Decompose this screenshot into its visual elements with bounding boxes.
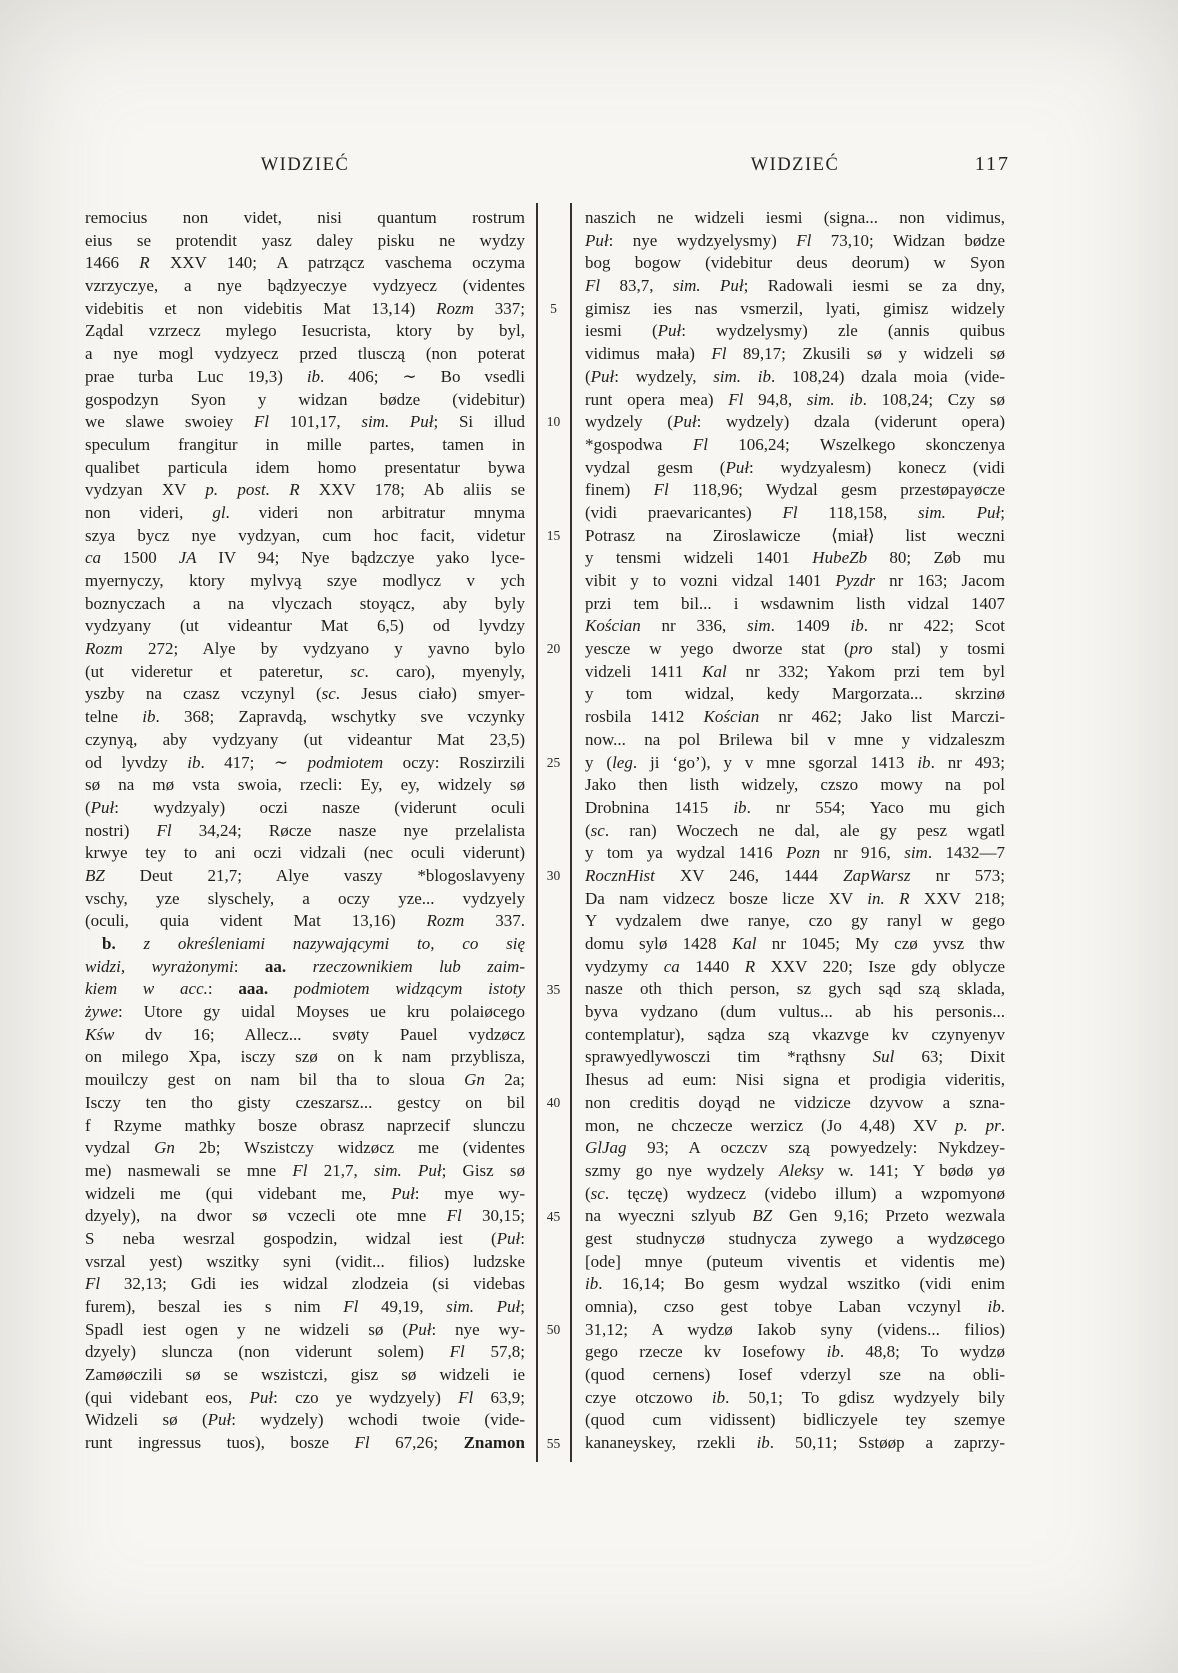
text-line: widzi, wyrażonymi: aa. rzeczownikiem lub zaim- [85, 956, 525, 976]
text-line: Widzeli sø (Puł: wydzely) wchodi twoie (vide- [85, 1410, 525, 1430]
text-line: Ihesus ad eum: Nisi signa et prodigia videritis, [585, 1070, 1005, 1090]
text-line: on milego Xpa, isczy szø on k nam przyblisza, [85, 1047, 525, 1067]
text-line: prae turba Luc 19,3) ib. 406; ∼ Bo vsedli [85, 366, 525, 386]
running-head-right: WIDZIEĆ [750, 155, 840, 175]
text-line: (quod cernens) Iosef vderzyl sze na obli- [585, 1365, 1005, 1385]
text-line: czye otczowo ib. 50,1; To gdisz wydzyely bily [585, 1387, 1005, 1407]
text-line: wydzely (Puł: wydzely) dzala (viderunt opera) [585, 412, 1005, 432]
text-line: Zamøøczili sø se wszistczi, gisz sø widzeli ie [85, 1365, 525, 1385]
line-number: 10 [546, 414, 561, 430]
text-line: (qui videbant eos, Puł: czo ye wydzyely) Fl 63,9; [85, 1387, 525, 1407]
text-line: furem), beszal ies s nim Fl 49,19, sim. Puł; [85, 1297, 525, 1316]
text-line: bog bogow (videbitur deus deorum) w Syon [585, 253, 1005, 273]
text-line: now... na pol Brilewa bil v mne y vidzaleszm [585, 729, 1005, 749]
text-line: gest studnyczø studnycza zywego a wydzøcego [585, 1228, 1005, 1248]
page-number: 117 [974, 153, 1010, 175]
text-line: Da nam vidzecz bosze licze XV in. R XXV 218; [585, 888, 1005, 908]
text-line: na wyeczni szlyub BZ Gen 9,16; Przeto wezwala [585, 1206, 1005, 1226]
line-number: 55 [546, 1435, 561, 1451]
text-line: nostri) Fl 34,24; Røcze nasze nye przelalista [85, 820, 525, 840]
text-line: Fl 32,13; Gdi ies widzal zlodzeia (si videbas [85, 1274, 525, 1294]
text-line: *gospodwa Fl 106,24; Wszelkego skonczenya [585, 434, 1005, 454]
line-number: 25 [546, 754, 561, 770]
line-number: 50 [546, 1322, 561, 1338]
text-line: ib. 16,14; Bo gesm wydzal wszitko (vidi enim [585, 1274, 1005, 1294]
text-line: non creditis doyąd ne vidzicze dzyvow a szna- [585, 1092, 1005, 1112]
text-line: RocznHist XV 246, 1444 ZapWarsz nr 573; [585, 865, 1005, 885]
text-line: widzeli me (qui videbant me, Puł: mye wy- [85, 1183, 525, 1203]
text-line: Rozm 272; Alye by vydzyano y yavno bylo [85, 639, 525, 659]
text-line: Kościan nr 336, sim. 1409 ib. nr 422; Scot [585, 616, 1005, 636]
text-line: non videri, gl. videri non arbitratur mnyma [85, 502, 525, 522]
text-line: vibit y to vozni vidzal 1401 Pyzdr nr 163; Jacom [585, 571, 1005, 590]
text-line: remocius non videt, nisi quantum rostrum [85, 208, 525, 227]
text-line: y tom ya wydzal 1416 Pozn nr 916, sim. 1432—7 [585, 843, 1005, 863]
text-line: boznyczach a na vlyczach stoyącz, aby byly [85, 593, 525, 613]
text-line: Jako then listh widzely, czszo mowy na pol [585, 775, 1005, 795]
line-number: 20 [546, 641, 561, 657]
text-line: Potrasz na Ziroslawicze ⟨miał⟩ list weczni [585, 525, 1005, 545]
text-line: Spadl iest ogen y ne widzeli sø (Puł: nye wy- [85, 1319, 525, 1339]
text-line: (Puł: wydzyaly) oczi nasze (viderunt oculi [85, 797, 525, 817]
line-number: 5 [550, 300, 557, 316]
text-line: (sc. ran) Woczech ne dal, ale gy pesz wgatl [585, 820, 1005, 840]
text-line: [ode] mnye (puteum viventis et videntis me) [585, 1251, 1005, 1271]
text-line: vzrzyczye, a nye bądzyeczye vydzyecz (videntes [85, 276, 525, 296]
text-line: contemplatur), sądza szą vkazvge kv czynyenyv [585, 1024, 1005, 1044]
text-line: szya bycz nye vydzyan, cum hoc facit, videtur [85, 525, 525, 545]
text-line: Ządal vzrzecz mylego Iesucrista, ktory by byl, [85, 321, 525, 341]
text-line: y tensmi widzeli 1401 HubeZb 80; Zøb mu [585, 548, 1005, 568]
line-number: 45 [546, 1208, 561, 1224]
text-line: Kśw dv 16; Allecz... svøty Pauel vydzøcz [85, 1024, 525, 1044]
text-line: (ut videretur et pateretur, sc. caro), myenyly, [85, 661, 525, 681]
text-line: Y vydzalem dwe ranye, czo gy ranyl w gego [585, 911, 1005, 931]
text-line: vydzyan XV p. post. R XXV 178; Ab aliis se [85, 480, 525, 500]
text-line: szmy go nye wydzely Aleksy w. 141; Y bødø yø [585, 1160, 1005, 1180]
text-line: GlJag 93; A oczczv szą powyedzely: Nykdzey- [585, 1138, 1005, 1158]
text-line: vydzal Gn 2b; Wszistczy widzøcz me (videntes [85, 1138, 525, 1158]
line-number: 40 [546, 1095, 561, 1111]
text-line: vydzyany (ut videantur Mat 6,5) od lyvdzy [85, 616, 525, 636]
line-number-gutter [537, 207, 570, 1466]
text-line: rosbila 1412 Kościan nr 462; Jako list Marczi- [585, 707, 1005, 727]
text-line: we slawe swoiey Fl 101,17, sim. Puł; Si illud [85, 412, 525, 432]
text-line: byva vydzano (dum vultus... ab his personis... [585, 1002, 1005, 1022]
text-line: iesmi (Puł: wydzelysmy) zle (annis quibus [585, 321, 1005, 341]
text-line: dzyely) sluncza (non viderunt solem) Fl 57,8; [85, 1342, 525, 1362]
line-number: 30 [546, 868, 561, 884]
text-line: ca 1500 JA IV 94; Nye bądzczye yako lyce- [85, 548, 525, 568]
text-line: Isczy ten tho gisty czeszarsz... gestcy on bil [85, 1092, 525, 1112]
text-line: y (leg. ji ‘go’), y v mne sgorzal 1413 ib. nr 493; [585, 752, 1005, 772]
line-number: 15 [546, 527, 561, 543]
text-line: f Rzyme mathky bosze obrasz naprzecif slunczu [85, 1115, 525, 1135]
text-line: naszich ne widzeli iesmi (signa... non vidimus, [585, 208, 1005, 227]
text-line: finem) Fl 118,96; Wydzal gesm przestøpayøcze [585, 480, 1005, 500]
text-line: (oculi, quia vident Mat 13,16) Rozm 337. [85, 911, 525, 931]
text-line: krwye tey to ani oczi vidzali (nec oculi viderunt) [85, 843, 525, 863]
text-line: przi tem bil... i wsdawnim listh vidzal 1407 [585, 593, 1005, 613]
text-line: myernyczy, ktory mylvyą szye modlycz v ych [85, 571, 525, 590]
text-line: yescze w yego dworze stat (pro stal) y tosmi [585, 639, 1005, 659]
text-line: vydzal gesm (Puł: wydzyalesm) konecz (vidi [585, 457, 1005, 477]
text-line: runt opera mea) Fl 94,8, sim. ib. 108,24; Czy sø [585, 389, 1005, 409]
text-line: kananeyskey, rzekli ib. 50,11; Sstøøp a zaprzy- [585, 1433, 1005, 1453]
text-line: a nye mogl vydzyecz przed tlusczą (non poterat [85, 344, 525, 364]
text-line: (vidi praevaricantes) Fl 118,158, sim. Puł; [585, 502, 1005, 522]
text-line: vydzymy ca 1440 R XXV 220; Isze gdy oblycze [585, 956, 1005, 976]
text-line: Fl 83,7, sim. Puł; Radowali iesmi se za dny, [585, 276, 1005, 296]
text-line: me) nasmewali se mne Fl 21,7, sim. Puł; Gisz sø [85, 1160, 525, 1180]
text-line: gego rzecze kv Iosefowy ib. 48,8; To wydzø [585, 1342, 1005, 1362]
line-number: 35 [546, 981, 561, 997]
right-text-column [585, 207, 1005, 1455]
text-line: runt ingressus tuos), bosze Fl 67,26; Znamon [85, 1433, 525, 1453]
left-text-column [85, 207, 525, 1455]
running-head-left: WIDZIEĆ [260, 155, 350, 175]
text-line: videbitis et non videbitis Mat 13,14) Rozm 337; [85, 298, 525, 318]
text-line: b. z określeniami nazywającymi to, co się [102, 934, 525, 953]
text-line: BZ Deut 21,7; Alye vaszy *blogoslavyeny [85, 865, 525, 885]
text-line: nasze oth thich person, sz gych sąd szą sklada, [585, 979, 1005, 999]
text-line: sø na mø vsta swoia, rzecli: Ey, ey, widzely sø [85, 775, 525, 795]
text-line: 1466 R XXV 140; A patrzącz vaschema oczyma [85, 253, 525, 273]
text-line: od lyvdzy ib. 417; ∼ podmiotem oczy: Roszirzili [85, 752, 525, 772]
text-line: y tom widzal, kedy Margorzata... skrzinø [585, 684, 1005, 704]
text-line: kiem w acc.: aaa. podmiotem widzącym istoty [85, 979, 525, 999]
text-line: czynyą, aby vydzyany (ut videantur Mat 23,5) [85, 729, 525, 749]
text-line: Drobnina 1415 ib. nr 554; Yaco mu gich [585, 797, 1005, 817]
text-line: domu sylø 1428 Kal nr 1045; My czø yvsz thw [585, 934, 1005, 953]
text-line: gimisz ies nas vsmerzil, lyati, gimisz widzely [585, 298, 1005, 318]
text-line: vidimus mała) Fl 89,17; Zkusili sø y widzeli sø [585, 344, 1005, 364]
text-line: vsrzal yest) wszitky syni (vidit... filios) ludzske [85, 1251, 525, 1271]
text-line: vidzeli 1411 Kal nr 332; Yakom przi tem byl [585, 661, 1005, 681]
column-divider-rule-right [570, 203, 572, 1462]
text-line: mon, ne chczecze werzicz (Jo 4,48) XV p. pr. [585, 1115, 1005, 1135]
text-line: (quod cum vidissent) bidliczyele tey szemye [585, 1410, 1005, 1430]
text-line: Puł: nye wydzyelysmy) Fl 73,10; Widzan bødze [585, 230, 1005, 250]
text-line: eius se protendit yasz daley pisku ne wydzy [85, 230, 525, 250]
text-line: żywe: Utore gy uidal Moyses ue kru polaiøcego [85, 1002, 525, 1022]
text-line: omnia), czso gest tobye Laban vczynyl ib. [585, 1297, 1005, 1316]
text-line: speculum frangitur in mille partes, tamen in [85, 434, 525, 454]
text-line: qualibet particula idem homo presentatur bywa [85, 457, 525, 477]
text-line: (Puł: wydzely, sim. ib. 108,24) dzala moia (vide- [585, 366, 1005, 386]
text-line: vschy, yze slyschely, a oczy yze... vydzyely [85, 888, 525, 908]
text-line: (sc. tęczę) wydzecz (videbo illum) a wzpomyonø [585, 1183, 1005, 1203]
text-line: telne ib. 368; Zapravdą, wschytky sve vczynky [85, 707, 525, 727]
text-line: mouilczy gest on nam bil tha to sloua Gn 2a; [85, 1070, 525, 1090]
text-line: dzyely), na dwor sø vczecli ote mne Fl 30,15; [85, 1206, 525, 1226]
text-line: 31,12; A wydzø Iakob syny (videns... filios) [585, 1319, 1005, 1339]
text-line: gospodzyn Syon y widzan bødze (videbitur) [85, 389, 525, 409]
text-line: S neba wesrzal gospodzin, widzal iest (Puł: [85, 1228, 525, 1248]
text-line: sprawyedlywosczi tim *rąthsny Sul 63; Dixit [585, 1047, 1005, 1067]
text-line: yszby na czasz vczynyl (sc. Jesus ciało) smyer- [85, 684, 525, 704]
